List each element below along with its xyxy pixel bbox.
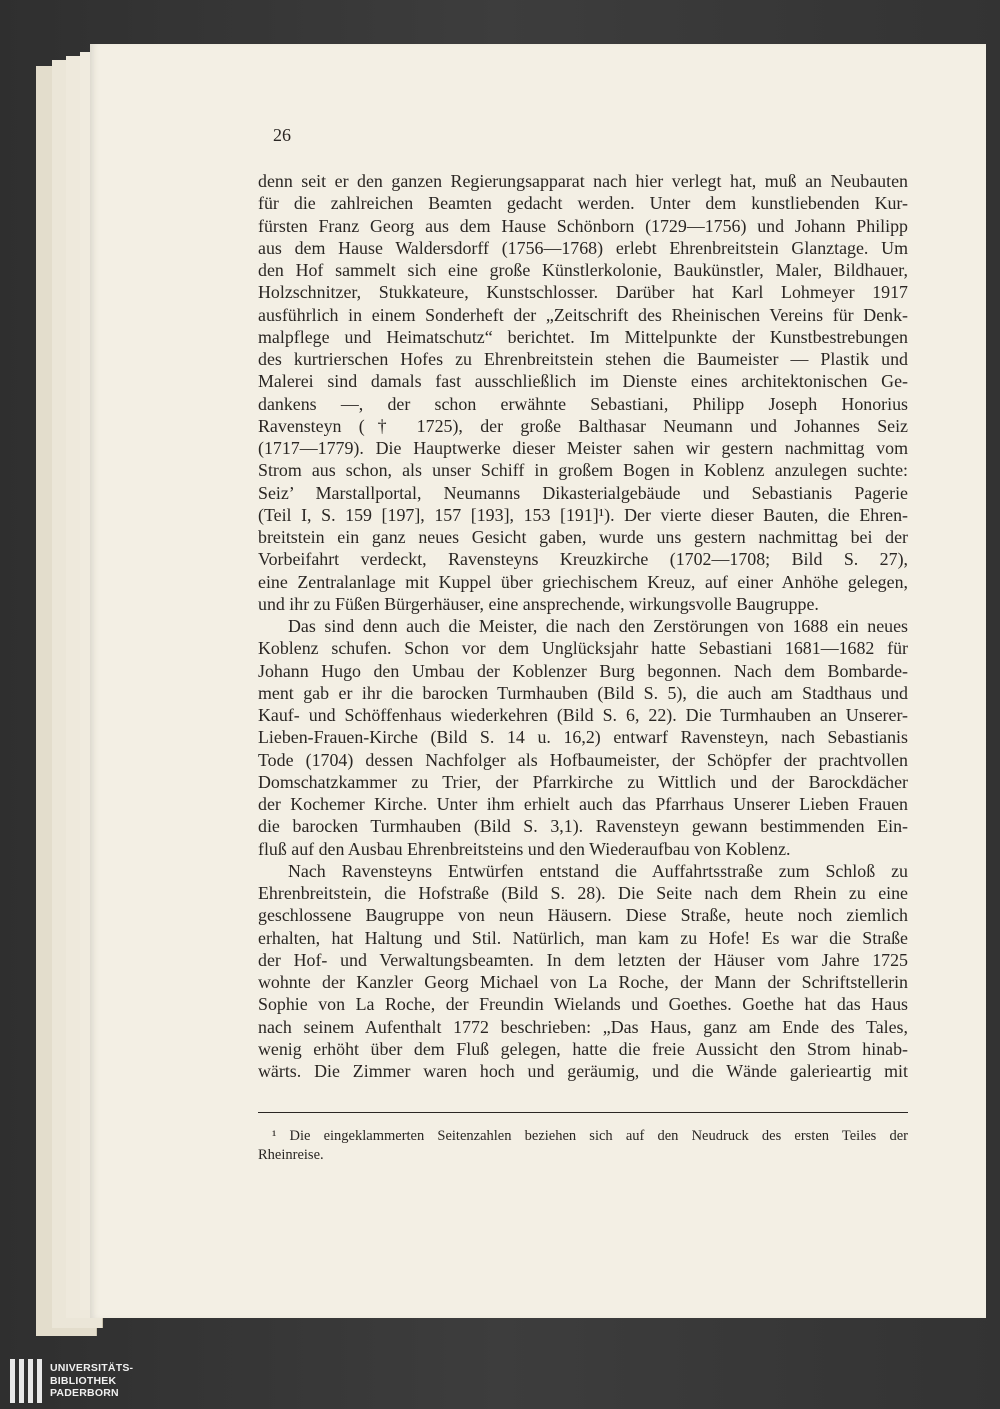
text-line: und ihr zu Füßen Bürgerhäuser, eine ansprechende, wirkungsvolle Baugruppe. [258,593,819,614]
text-line: eine Zentralanlage mit Kuppel über griechischem Kreuz, auf einer Anhöhe gelegen, [258,571,908,592]
text-line: nach seinem Aufenthalt 1772 beschrieben: „Das Haus, ganz am Ende des Tales, [258,1016,908,1037]
text-line: fluß auf den Ausbau Ehrenbreitsteins und den Wiederaufbau von Koblenz. [258,838,791,859]
text-line: Johann Hugo den Umbau der Koblenzer Burg begonnen. Nach dem Bombarde- [258,660,908,681]
text-line: Das sind denn auch die Meister, die nach den Zerstörungen von 1688 ein neues [288,616,908,636]
text-line: Strom aus schon, als unser Schiff in großem Bogen in Koblenz anzulegen suchte: [258,460,908,481]
paragraph-3 [258,860,908,1083]
text-line: fürsten Franz Georg aus dem Hause Schönborn (1729—1756) und Johann Philipp [258,215,908,236]
text-line: Lieben-Frauen-Kirche (Bild S. 14 u. 16,2) entwarf Ravensteyn, nach Sebastianis [258,727,908,748]
text-line: Sophie von La Roche, der Freundin Wielands und Goethes. Goethe hat das Haus [258,994,908,1015]
text-line: breitstein ein ganz neues Gesicht gaben, wurde uns gestern nachmittag bei der [258,527,908,547]
text-line: die barocken Turmhauben (Bild S. 3,1). Ravensteyn gewann bestimmenden Ein- [258,816,908,837]
text-line: denn seit er den ganzen Regierungsapparat nach hier verlegt hat, muß an Neubauten [258,171,908,191]
text-line: dankens —, der schon erwähnte Sebastiani, Philipp Joseph Honorius [258,393,908,414]
text-line: Holzschnitzer, Stukkateure, Kunstschlosser. Darüber hat Karl Lohmeyer 1917 [258,282,908,303]
text-line: Koblenz schufen. Schon vor dem Unglücksjahr hatte Sebastiani 1681—1682 für [258,638,908,659]
paragraph-2 [258,615,908,860]
library-logo-text [50,1362,133,1400]
text-line: wohnte der Kanzler Georg Michael von La Roche, der Mann der Schriftstellerin [258,972,908,992]
text-line: Seiz’ Marstallportal, Neumanns Dikasterialgebäude und Sebastianis Pagerie [258,482,908,503]
text-line: wenig erhöht über dem Fluß gelegen, hatte die freie Aussicht den Strom hinab- [258,1038,908,1059]
text-line: Domschatzkammer zu Trier, der Pfarrkirche zu Wittlich und der Barockdächer [258,771,908,792]
text-line: Vorbeifahrt verdeckt, Ravensteyns Kreuzkirche (1702—1708; Bild S. 27), [258,549,908,570]
page-number: 26 [273,125,291,145]
text-line: Tode (1704) dessen Nachfolger als Hofbaumeister, der Schöpfer der prachtvollen [258,749,908,770]
text-line: ausführlich in einem Sonderheft der „Zeitschrift des Rheinischen Vereins für Denk- [258,304,908,325]
text-line: wärts. Die Zimmer waren hoch und geräumig, und die Wände galerieartig mit [258,1061,908,1081]
library-logo-line: UNIVERSITÄTS- [50,1362,134,1375]
text-line: Kauf- und Schöffenhaus wiederkehren (Bild S. 6, 22). Die Turmhauben an Unserer- [258,705,908,725]
text-line: (Teil I, S. 159 [197], 157 [193], 153 [191]¹). Der vierte dieser Bauten, die Ehren- [258,504,908,525]
paragraph-1 [258,170,908,615]
text-line: malpflege und Heimatschutz“ berichtet. Im Mittelpunkte der Kunstbestrebungen [258,326,908,347]
footnote-rule [258,1112,908,1113]
library-logo-line: BIBLIOTHEK [50,1374,117,1387]
text-line: der Hof- und Verwaltungsbeamten. In dem letzten der Häuser vom Jahre 1725 [258,949,908,970]
footnote-line: Rheinreise. [258,1147,324,1163]
text-line: aus dem Hause Waldersdorff (1756—1768) erlebt Ehrenbreitstein Glanztage. Um [258,237,908,258]
text-line: für die zahlreichen Beamten gedacht werden. Unter dem kunstliebenden Kur- [258,193,908,214]
text-line: erhalten, hat Haltung und Stil. Natürlich, man kam zu Hofe! Es war die Straße [258,927,908,948]
text-line: (1717—1779). Die Hauptwerke dieser Meister sahen wir gestern nachmittag vom [258,438,908,458]
footnote [258,1127,908,1165]
text-line: Nach Ravensteyns Entwürfen entstand die Auffahrtsstraße zum Schloß zu [288,860,908,881]
text-line: Ravensteyn († 1725), der große Balthasar Neumann und Johannes Seiz [258,415,908,436]
text-line: Ehrenbreitstein, die Hofstraße (Bild S. 28). Die Seite nach dem Rhein zu eine [258,883,908,903]
library-logo-icon [10,1359,42,1403]
text-line: ment gab er ihr die barocken Turmhauben (Bild S. 5), die auch am Stadthaus und [258,682,908,703]
text-line: Malerei sind damals fast ausschließlich im Dienste eines architektonischen Ge- [258,371,908,392]
text-line: geschlossene Baugruppe von neun Häusern. Diese Straße, heute noch ziemlich [258,905,908,926]
text-line: des kurtrierschen Hofes zu Ehrenbreitstein stehen die Baumeister — Plastik und [258,349,908,369]
text-line: den Hof sammelt sich eine große Künstlerkolonie, Baukünstler, Maler, Bildhauer, [258,260,908,280]
footnote-line: ¹ Die eingeklammerten Seitenzahlen beziehen sich auf den Neudruck des ersten Teiles der [272,1128,908,1144]
library-logo [10,1358,133,1404]
library-logo-line: PADERBORN [50,1387,119,1400]
text-line: der Kochemer Kirche. Unter ihm erhielt auch das Pfarrhaus Unserer Lieben Frauen [258,794,908,814]
body-text [258,170,908,1082]
